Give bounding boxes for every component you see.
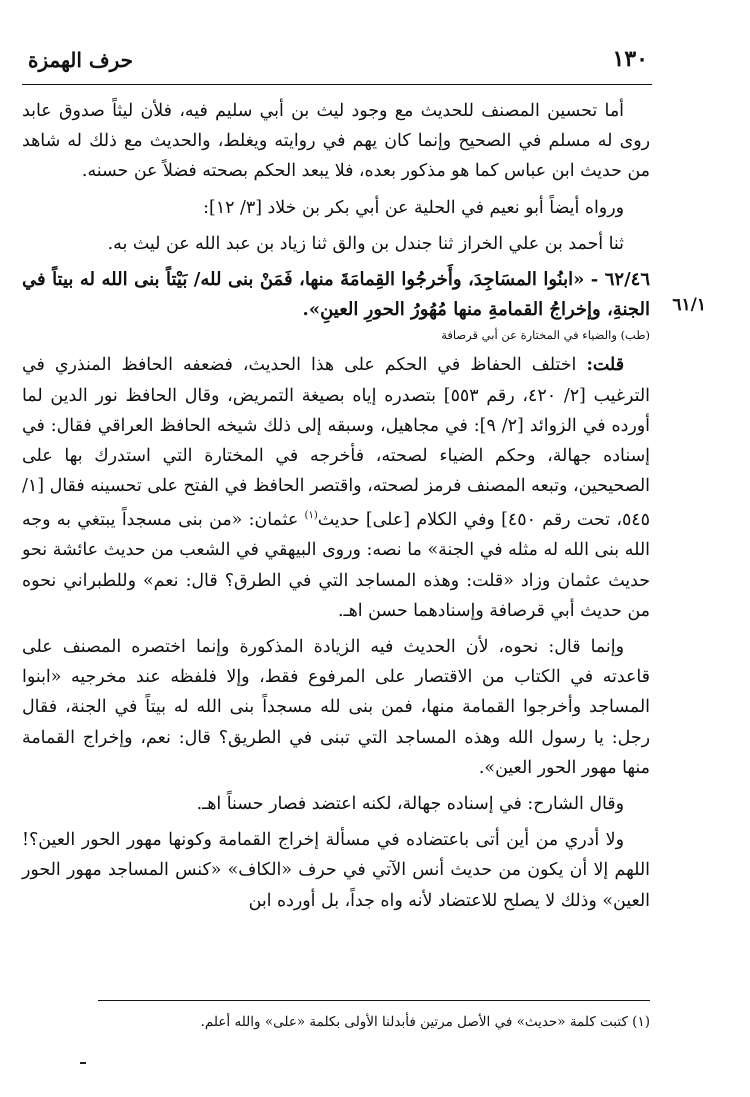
paragraph: ولا أدري من أين أتى باعتضاده في مسألة إخراج القمامة وكونها مهور الحور العين؟! اللهم إلا أن يكون من حديث أنس الآتي في حرف «الكاف» «كنس المساجد مهور الحور العين» وذلك لا يصلح للاعتضاد لأنه واه جداً، بل أورده ابن [22,830,650,911]
footnote-divider [98,1000,650,1001]
commentary-paragraph [22,350,650,626]
hadith-source: (طب) والضياء في المختارة عن أبي قرصافة [441,328,650,343]
paragraph: ورواه أيضاً أبو نعيم في الحلية عن أبي بكر بن خلاد [٣/ ١٢]: [203,197,624,218]
commentary-text-cont: عثمان: «من بنى مسجداً يبتغي به وجه الله بنى الله له مثله في الجنة» ما نصه: وروى البيهقي في الشعب من حديث عائشة نحو حديث عثمان وزاد «قلت: وهذه المساجد التي في الطرق؟ قال: نعم» وللطبراني نحوه من حديث أبي قرصافة وإسنادهما حسن اهـ. [22,510,650,621]
print-mark [80,1062,86,1064]
page-header [22,40,652,85]
chapter-title: حرف الهمزة [28,48,134,72]
footnote-reference: (١) [304,510,318,522]
main-text [22,96,650,916]
page-number: ١٣٠ [612,46,648,72]
hadith-text: ٦٢/٤٦ - «ابنُوا المسَاجِدَ، وأَخرجُوا القِمامَةَ منها، فَمَنْ بنى لله/ بَيْتاً بنى الله له بيتاً في الجنةِ، وإخراجُ القمامةِ منها مُهُورُ الحورِ العينِ». [22,269,650,321]
qult-label: قلت: [586,355,625,376]
paragraph: ثنا أحمد بن علي الخراز ثنا جندل بن والق ثنا زياد بن عبد الله عن ليث به. [107,233,624,254]
paragraph: وقال الشارح: في إسناده جهالة، لكنه اعتضد فصار حسناً اهـ. [196,794,624,815]
footnote: (١) كتبت كلمة «حديث» في الأصل مرتين فأبدلنا الأولى بكلمة «على» والله أعلم. [200,1014,650,1030]
margin-reference: ٦١/١ [672,295,706,315]
paragraph: أما تحسين المصنف للحديث مع وجود ليث بن أبي سليم فيه، فلأن ليثاً صدوق عابد روى له مسلم في الصحيح وإنما كان يهم في روايته ويغلط، والحديث مع ذلك له شاهد من حديث ابن عباس كما هو مذكور بعده، فلا يبعد الحكم بصحته فضلاً عن حسنه. [22,101,650,182]
paragraph: وإنما قال: نحوه، لأن الحديث فيه الزيادة المذكورة وإنما اختصره المصنف على قاعدته في الكتاب من الاقتصار على المرفوع فقط، وإلا فلفظه عند مخرجيه «ابنوا المساجد وأخرجوا القمامة منها، فمن بنى لله مسجداً بنى الله له بيتاً في الجنة، فقال رجل: يا رسول الله وهذه المساجد التي تبنى في الطريق؟ قال: نعم، وإخراج القمامة منها مهور الحور العين». [22,637,650,778]
commentary-text: اختلف الحفاظ في الحكم على هذا الحديث، فضعفه الحافظ المنذري في الترغيب [٢/ ٤٢٠، رقم ٥٥٣] بتصدره إياه بصيغة التمريض، وقال الحافظ نور الدين لما أورده في الزوائد [٢/ ٩]: في مجاهيل، وسبقه إلى ذلك شيخه الحافظ العراقي فقال: في إسناده جهالة، وحكم الضياء لصحته، فأخرجه في المختارة التي استدرك بها على الصحيحين، وتبعه المصنف فرمز لصحته، واقتصر الحافظ في الفتح على تحسينه فقال [١/ ٥٤٥، تحت رقم ٤٥٠] وفي الكلام [على] حديث [22,355,650,531]
